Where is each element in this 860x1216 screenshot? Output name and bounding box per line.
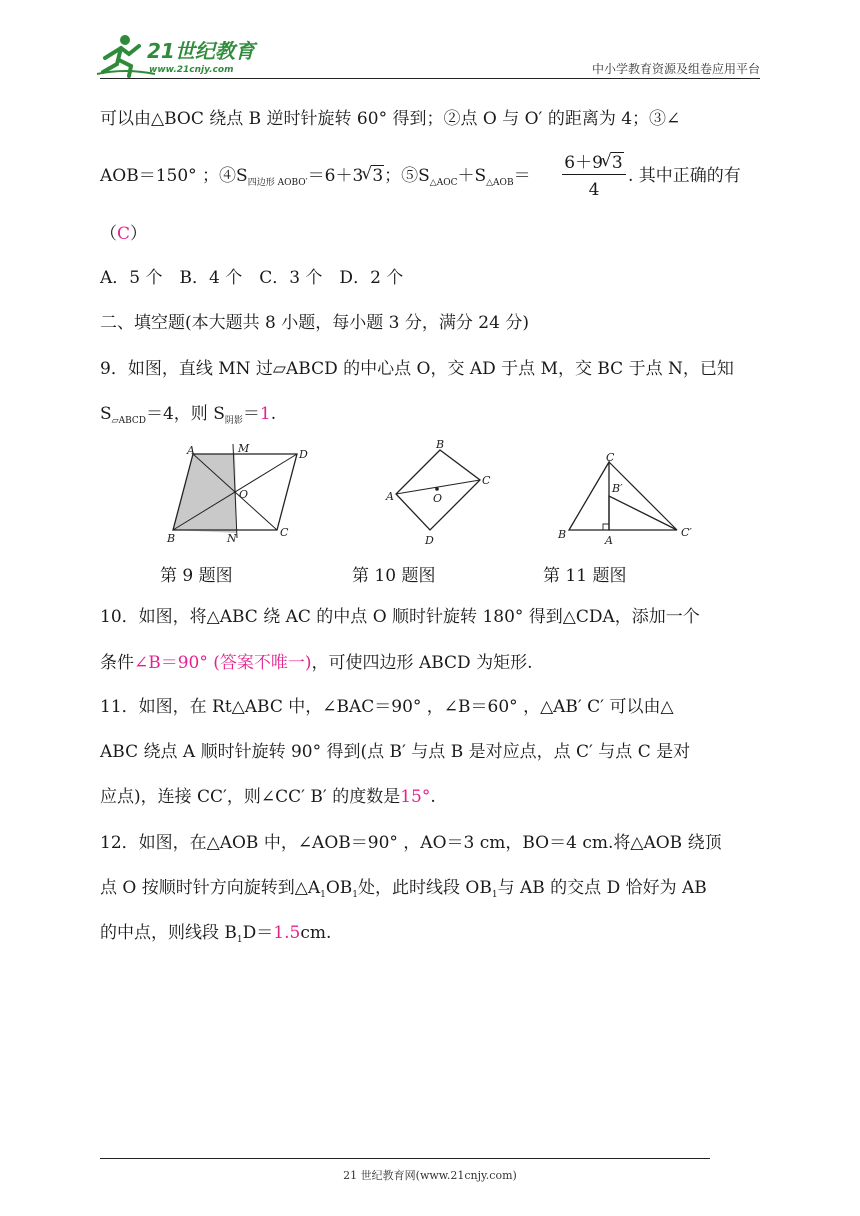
svg-text:D: D (299, 448, 308, 461)
svg-text:C′: C′ (681, 526, 692, 539)
logo-url: www.21cnjy.com (149, 65, 234, 75)
answer: 1 (259, 404, 271, 424)
svg-text:C: C (606, 451, 615, 464)
caption-fig11: 第 11 题图 (543, 566, 627, 586)
question-10: 10．如图，将△ABC 绕 AC 的中点 O 顺时针旋转 180° 得到△CDA，添加一个 (100, 607, 700, 627)
triangle-abc (569, 462, 609, 530)
options-line: A．5 个 B．4 个 C．3 个 D．2 个 (100, 268, 404, 288)
svg-text:O: O (239, 488, 249, 501)
question-12-cont: 点 O 按顺时针方向旋转到$\triangle A_1OB_1$处，此时线段 $OB_1$与 AB 的交点 D 恰好为 AB (100, 878, 707, 900)
footer-text: 21 世纪教育网(www.21cnjy.com) (343, 1169, 517, 1182)
figure-10 (380, 436, 500, 548)
question-11-cont: ABC 绕点 A 顺时针旋转 90° 得到(点 B′ 与点 B 是对应点，点 C′ 与点 C 是对 (100, 742, 691, 762)
header-divider (100, 78, 760, 79)
question-11: 11．如图，在 Rt△ABC 中，∠BAC＝90° ，∠B＝60° ，△AB′ C′ 可以由△ (100, 697, 674, 717)
svg-text:B: B (558, 528, 567, 541)
question-10-cont: 条件∠B＝90° (答案不唯一)，可使四边形 ABCD 为矩形. (100, 653, 533, 673)
radical: √ 3 (363, 165, 384, 187)
platform-name: 中小学教育资源及组卷应用平台 (591, 62, 760, 76)
caption-fig10: 第 10 题图 (352, 566, 436, 586)
svg-text:A: A (386, 490, 394, 503)
right-angle-mark (603, 524, 609, 530)
svg-text:B: B (436, 438, 445, 451)
svg-text:D: D (425, 534, 434, 547)
caption-fig9: 第 9 题图 (160, 566, 233, 586)
text-line-2: AOB＝150° ；$④S_{四边形 AOBO'}=6+3√$ 3；$⑤S_{\triangle AOC}+S_{\triangle AOB}=$ (100, 165, 531, 190)
footer-divider (100, 1158, 710, 1159)
svg-text:C: C (482, 474, 491, 487)
section-heading: 二、填空题(本大题共 8 小题，每小题 3 分，满分 24 分) (100, 313, 529, 333)
text-line-2-tail: . 其中正确的有 (628, 166, 741, 186)
svg-text:O: O (433, 492, 443, 505)
logo-text: 21世纪教育 (147, 39, 255, 63)
svg-text:N: N (227, 532, 237, 545)
answer: 15° (400, 787, 431, 807)
figure-11 (555, 450, 700, 550)
answer: 1.5 (273, 923, 301, 943)
question-9-cont: $S_{▱ABCD}=4$，则 $S_{阴影}=1$. (100, 404, 277, 426)
svg-text:M: M (238, 442, 250, 455)
svg-text:A: A (605, 534, 613, 547)
answer-line-8: （C） (100, 224, 148, 244)
svg-text:A: A (187, 444, 195, 457)
question-9: 9．如图，直线 MN 过▱ABCD 的中心点 O，交 AD 于点 M，交 BC 于点 N，已知 (100, 359, 734, 379)
question-11-end: 应点)，连接 CC′，则∠CC′ B′ 的度数是15°. (100, 787, 436, 807)
svg-text:C: C (280, 526, 289, 539)
site-logo (95, 34, 265, 78)
triangle-abc-rotated (609, 496, 677, 530)
question-12: 12．如图，在△AOB 中，∠AOB＝90° ，AO＝3 cm，BO＝4 cm.将△AOB 绕顶 (100, 833, 722, 853)
svg-text:B′: B′ (612, 482, 623, 495)
answer: ∠B＝90° (答案不唯一) (134, 653, 312, 673)
text-line-1: 可以由△BOC 绕点 B 逆时针旋转 60° 得到；②点 O 与 O′ 的距离为 4；③∠ (100, 109, 681, 129)
figure-9 (165, 440, 315, 545)
question-12-end: 的中点，则线段 $B_1D=1.5cm$. (100, 923, 332, 945)
answer: C (117, 224, 131, 244)
svg-text:B: B (167, 532, 176, 545)
